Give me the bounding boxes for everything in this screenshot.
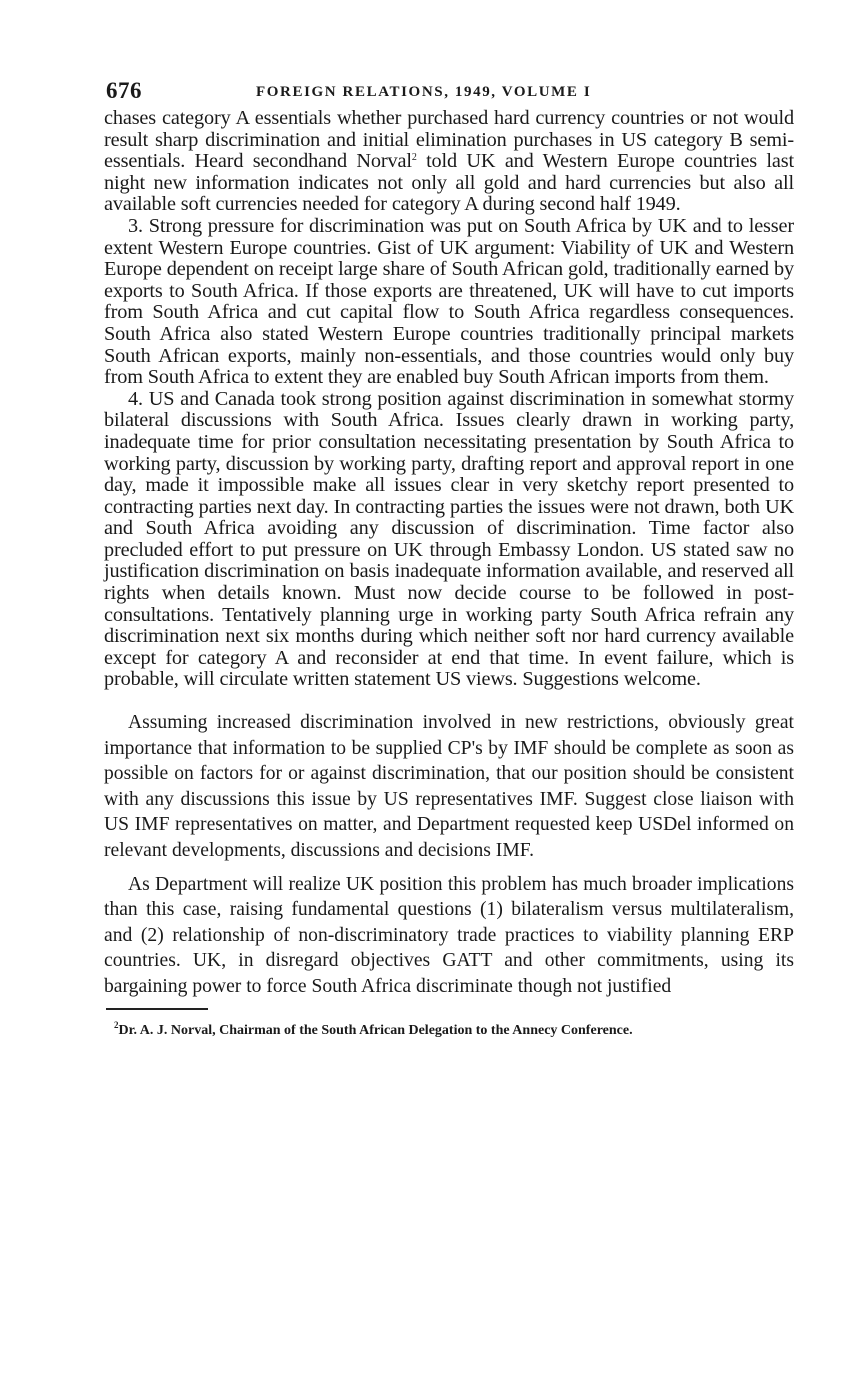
paragraph-continued-text: chases category A essentials whether purchased hard currency countries or not would result sharp discrimination and initial elimination purchases in US category B semi-essentials. Heard secondhand Norval (104, 107, 794, 173)
footnote-text: Dr. A. J. Norval, Chairman of the South African Delegation to the Annecy Conference. (118, 1022, 633, 1038)
footnote (104, 1019, 794, 1039)
body-paragraph-1: Assuming increased discrimination involved in new restrictions, obviously great importance that information to be supplied CP's by IMF should be complete as soon as possible on factors for or against discrimination, that our position should be consistent with any discussions this issue by US representatives IMF. Suggest close liaison with US IMF representatives on matter, and Department requested keep USDel informed on relevant developments, discussions and decisions IMF. (104, 712, 794, 861)
footnote-reference[interactable]: 2 (411, 152, 417, 164)
paragraph-4: 4. US and Canada took strong position against discrimination in somewhat stormy bilateral discussions with South Africa. Issues clearly drawn in working party, inadequate time for prior consultation necessitating presentation by South Africa to working party, discussion by working party, drafting report and approval report in one day, made it impossible make all issues clear in very sketchy report presented to contracting parties next day. In contracting parties the issues were not drawn, both UK and South Africa avoiding any discussion of discrimination. Time factor also precluded effort to put pressure on UK through Embassy London. US stated saw no justification discrimination on basis inadequate information available, and reserved all rights when details known. Must now decide course to be followed in post-consultations. Tentatively planning urge in working party South Africa refrain any discrimination next six months during which neither soft nor hard currency available except for category A and reconsider at end that time. In event failure, which is probable, will circulate written statement US views. Suggestions welcome. (104, 387, 794, 691)
paragraph-continued (104, 108, 794, 216)
running-head (104, 78, 794, 108)
quoted-telegram (104, 108, 794, 691)
footnote-mark: 2 (114, 1019, 119, 1030)
body-paragraph-2: As Department will realize UK position this problem has much broader implications than this case, raising fundamental questions (1) bilateralism versus multilateralism, and (2) relationship of non-discriminatory trade practices to viability planning ERP countries. UK, in disregard objectives GATT and other commitments, using its bargaining power to force South Africa discriminate though not justified (104, 873, 794, 997)
running-title: FOREIGN RELATIONS, 1949, VOLUME I (256, 84, 592, 100)
footnote-rule (106, 1008, 208, 1010)
paragraph-continued-text-rest: told UK and Western Europe countries last night new information indicates not only all gold and hard currencies but also all available soft currencies needed for category A during second half 1949. (104, 150, 794, 216)
paragraph-3: 3. Strong pressure for discrimination was put on South Africa by UK and to lesser extent Western Europe countries. Gist of UK argument: Viability of UK and Western Europe dependent on receipt large share of South African gold, traditionally earned by exports to South Africa. If those exports are threatened, UK will have to cut imports from South Africa and cut capital flow to South Africa regardless consequences. South Africa also stated Western Europe countries traditionally principal markets South African exports, mainly non-essentials, and those countries would only buy from South Africa to extent they are enabled buy South African imports from them. (104, 214, 794, 389)
commentary (104, 710, 794, 1000)
document-page (104, 78, 794, 1039)
page-number: 676 (106, 78, 142, 103)
